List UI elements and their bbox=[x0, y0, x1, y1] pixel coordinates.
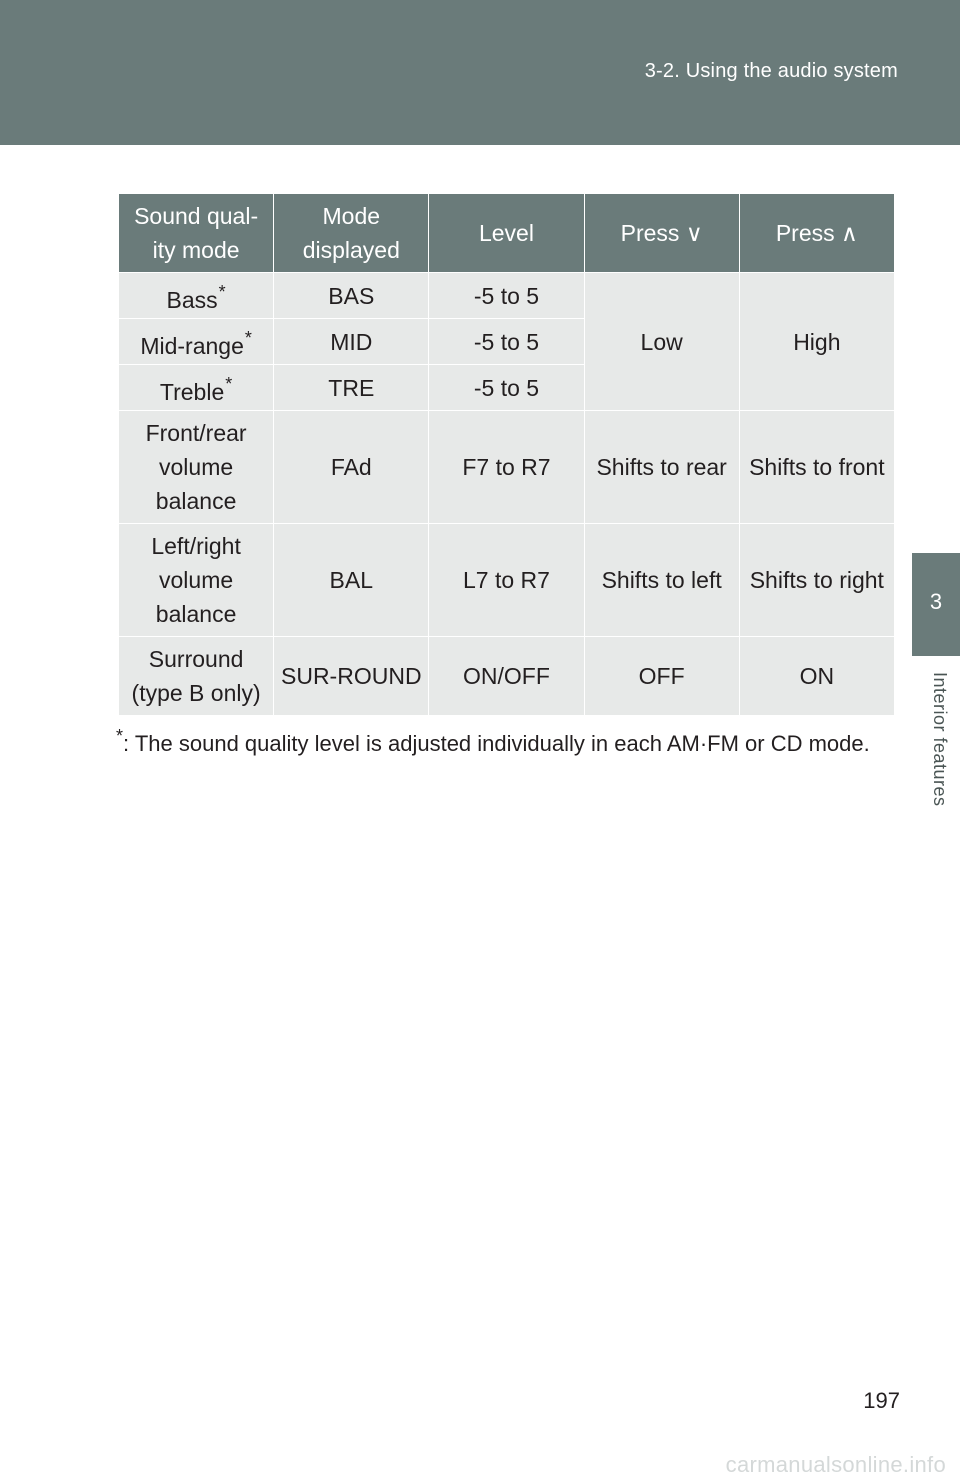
mode-cell: Front/rear volume balance bbox=[119, 411, 274, 524]
mode-cell bbox=[119, 319, 274, 365]
displayed-cell: SUR-ROUND bbox=[274, 637, 429, 716]
mode-cell: Surround (type B only) bbox=[119, 637, 274, 716]
chapter-tab bbox=[912, 553, 960, 656]
level-cell: ON/OFF bbox=[429, 637, 584, 716]
press-down-cell: OFF bbox=[584, 637, 739, 716]
watermark: carmanualsonline.info bbox=[725, 1452, 946, 1477]
table-row bbox=[119, 637, 895, 716]
footnote-marker: * bbox=[116, 726, 124, 746]
header-band bbox=[0, 0, 960, 145]
table-row bbox=[119, 524, 895, 637]
press-up-cell: ON bbox=[739, 637, 894, 716]
displayed-cell: BAS bbox=[274, 273, 429, 319]
header-mode-displayed: Mode displayed bbox=[274, 194, 429, 273]
displayed-cell: BAL bbox=[274, 524, 429, 637]
level-cell: F7 to R7 bbox=[429, 411, 584, 524]
table-row bbox=[119, 411, 895, 524]
sound-quality-table bbox=[118, 193, 895, 716]
mode-cell bbox=[119, 273, 274, 319]
table-row bbox=[119, 273, 895, 319]
press-down-cell: Shifts to rear bbox=[584, 411, 739, 524]
level-cell: -5 to 5 bbox=[429, 273, 584, 319]
displayed-cell: FAd bbox=[274, 411, 429, 524]
tone-press-down-cell: Low bbox=[584, 273, 739, 411]
press-up-cell: Shifts to front bbox=[739, 411, 894, 524]
displayed-cell: MID bbox=[274, 319, 429, 365]
level-cell: -5 to 5 bbox=[429, 365, 584, 411]
mode-cell: Left/right volume balance bbox=[119, 524, 274, 637]
page-number: 197 bbox=[863, 1388, 900, 1413]
footnote-text: : The sound quality level is adjusted individually in each AM·FM or CD mode. bbox=[123, 731, 870, 756]
header-sound-quality-mode: Sound qual-ity mode bbox=[119, 194, 274, 273]
tone-press-up-cell: High bbox=[739, 273, 894, 411]
chapter-number: 3 bbox=[929, 589, 943, 614]
table-header-row bbox=[119, 194, 895, 273]
press-up-cell: Shifts to right bbox=[739, 524, 894, 637]
asterisk-marker: * bbox=[225, 373, 233, 394]
section-title: 3-2. Using the audio system bbox=[644, 60, 898, 82]
header-press-down: Press ∨ bbox=[584, 194, 739, 273]
asterisk-marker: * bbox=[244, 327, 252, 348]
level-cell: -5 to 5 bbox=[429, 319, 584, 365]
mode-label: Treble bbox=[159, 378, 225, 405]
mode-cell bbox=[119, 365, 274, 411]
chapter-label: Interior features bbox=[930, 672, 950, 807]
header-press-up: Press ∧ bbox=[739, 194, 894, 273]
displayed-cell: TRE bbox=[274, 365, 429, 411]
level-cell: L7 to R7 bbox=[429, 524, 584, 637]
footnote bbox=[116, 726, 870, 757]
press-down-cell: Shifts to left bbox=[584, 524, 739, 637]
asterisk-marker: * bbox=[218, 281, 226, 302]
mode-label: Bass bbox=[166, 286, 218, 313]
header-level: Level bbox=[429, 194, 584, 273]
mode-label: Mid-range bbox=[140, 332, 244, 359]
